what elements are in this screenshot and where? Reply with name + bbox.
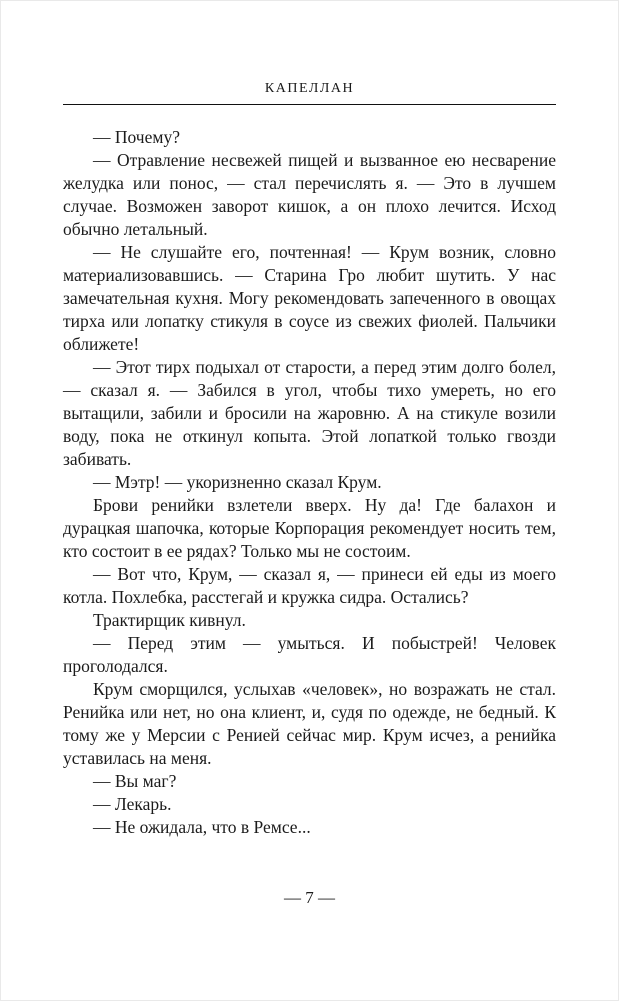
paragraph: — Мэтр! — укоризненно сказал Крум. (93, 472, 382, 492)
paragraph: — Перед этим — умыться. И побыстрей! Человек проголодался. (63, 633, 556, 676)
paragraph: — Этот тирх подыхал от старости, а перед этим долго болел, — сказал я. — Забился в угол, чтобы тихо умереть, но его вытащили, забили и бросили на жаровню. А на стикуле возили воду, пока не откинул копыта. Этой лопаткой только гвозди забивать. (63, 357, 556, 469)
paragraph: — Лекарь. (93, 794, 172, 814)
paragraph: Трактирщик кивнул. (93, 610, 246, 630)
paragraph: — Вы маг? (93, 771, 177, 791)
running-head-title: КАПЕЛЛАН (264, 81, 355, 96)
paragraph: — Не слушайте его, почтенная! — Крум возник, словно материализовавшись. — Старина Гро любит шутить. У нас замечательная кухня. Могу рекомендовать запеченного в овощах тирха или лопатку стикуля в соусе из свежих фиолей. Пальчики оближете! (63, 242, 556, 354)
paragraph: — Почему? (93, 127, 180, 147)
header-rule (63, 104, 556, 105)
page-content (63, 81, 556, 839)
paragraph: — Не ожидала, что в Ремсе... (93, 817, 311, 837)
paragraph: Крум сморщился, услыхав «человек», но возражать не стал. Ренийка или нет, но она клиент, и, судя по одежде, не бедный. К тому же у Мерсии с Ренией сейчас мир. Крум исчез, а ренийка уставилась на меня. (63, 679, 556, 768)
paragraph: Брови ренийки взлетели вверх. Ну да! Где балахон и дурацкая шапочка, которые Корпорация рекомендует носить тем, кто состоит в ее рядах? Только мы не состоим. (63, 495, 556, 561)
paragraph: — Вот что, Крум, — сказал я, — принеси ей еды из моего котла. Похлебка, расстегай и кружка сидра. Остались? (63, 564, 556, 607)
paragraph: — Отравление несвежей пищей и вызванное ею несварение желудка или понос, — стал перечислять я. — Это в лучшем случае. Возможен заворот кишок, а он плохо лечится. Исход обычно летальный. (63, 150, 556, 239)
body-text (63, 126, 556, 839)
page-number: — 7 — (284, 888, 335, 907)
